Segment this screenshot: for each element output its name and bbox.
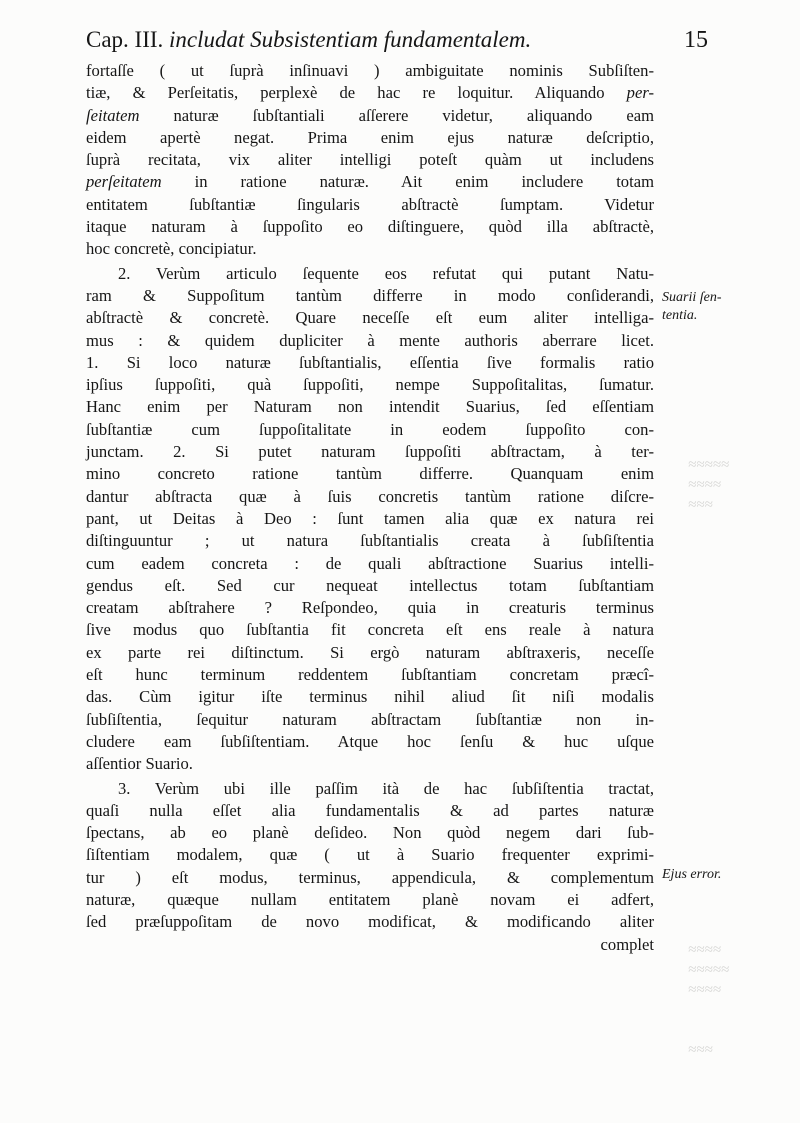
- text-line: [86, 911, 654, 933]
- bleed-through-marks: ≈≈≈≈≈ ≈≈≈≈ ≈≈≈: [688, 457, 730, 513]
- text-line: [86, 664, 654, 686]
- text-line: [86, 709, 654, 731]
- text-line: [86, 553, 654, 575]
- bleed-through-marks: ≈≈≈≈ ≈≈≈≈≈ ≈≈≈≈: [688, 942, 730, 998]
- page-header: [86, 25, 726, 57]
- text-line: [86, 285, 654, 307]
- text-line: [86, 822, 654, 844]
- text-run: hoc concretè, concipiatur.: [86, 239, 257, 259]
- text-run: abſtractè & concretè. Quare neceſſe eſt eum aliter intelliga-: [86, 308, 654, 328]
- text-run: dantur abſtracta quæ à ſuis concretis tantùm ratione diſcre-: [86, 486, 654, 506]
- text-line: [86, 597, 654, 619]
- text-run: ſubſtantiæ cum ſuppoſitalitate in eodem ſuppoſito con-: [86, 419, 654, 439]
- text-run: diſtinguuntur ; ut natura ſubſtantialis creata à ſubſiſtentia: [86, 531, 654, 551]
- text-line: [86, 419, 654, 441]
- text-line: [86, 82, 654, 104]
- text-line: [86, 508, 654, 530]
- italic-term: perſeitatem: [86, 172, 162, 192]
- text-line: [86, 307, 654, 329]
- text-line: [86, 149, 654, 171]
- text-run: ſubſiſtentia, ſequitur naturam abſtractam ſubſtantiæ non in-: [86, 709, 654, 729]
- text-line: [86, 463, 654, 485]
- text-run: eſt hunc terminum reddentem ſubſtantiam concretam præcî-: [86, 665, 654, 685]
- text-line: [86, 374, 654, 396]
- text-run: Hanc enim per Naturam non intendit Suarius, ſed eſſentiam: [86, 397, 654, 417]
- text-line: [86, 530, 654, 552]
- text-line: [86, 263, 654, 285]
- margin-note-ejus-error: [662, 866, 772, 884]
- text-run: cum eadem concreta : de quali abſtractione Suarius intelli-: [86, 553, 654, 573]
- catchword: [86, 934, 654, 956]
- text-line: [86, 238, 654, 260]
- margin-note-line: Ejus error.: [662, 867, 722, 882]
- text-line: [86, 867, 654, 889]
- text-line: [86, 800, 654, 822]
- text-run: entitatem ſubſtantiæ ſingularis abſtractè ſumptam. Videtur: [86, 194, 654, 214]
- text-run: creatam abſtrahere ? Reſpondeo, quia in creaturis terminus: [86, 598, 654, 618]
- text-run: complet: [600, 934, 654, 954]
- text-line: [86, 396, 654, 418]
- chapter-label: Cap. III.: [86, 27, 164, 52]
- italic-term: per-: [626, 83, 654, 103]
- text-line: [86, 194, 654, 216]
- text-line: [86, 171, 654, 193]
- text-line: [86, 105, 654, 127]
- text-line: [86, 686, 654, 708]
- text-run: mus : & quidem dupliciter à mente authoris aberrare licet.: [86, 330, 654, 350]
- text-run: ſive modus quo ſubſtantia fit concreta eſt ens reale à natura: [86, 620, 654, 640]
- text-run: in ratione naturæ. Ait enim includere totam: [161, 172, 654, 192]
- text-run: gendus eſt. Sed cur nequeat intellectus totam ſubſtantiam: [86, 575, 654, 595]
- running-title: includat Subsistentiam fundamentalem.: [169, 27, 532, 52]
- running-head: [86, 25, 531, 55]
- body-text: [86, 60, 654, 956]
- text-run: tur ) eſt modus, terminus, appendicula, & complementum: [86, 867, 654, 887]
- text-run: 1. Si loco naturæ ſubſtantialis, eſſentia ſive formalis ratio: [86, 352, 654, 372]
- text-run: 3. Verùm ubi ille paſſim ità de hac ſubſiſtentia tractat,: [118, 778, 654, 798]
- text-run: das. Cùm igitur iſte terminus nihil aliud ſit niſi modalis: [86, 687, 654, 707]
- text-run: fortaſſe ( ut ſuprà inſinuavi ) ambiguitate nominis Subſiſten-: [86, 61, 654, 80]
- text-line: [86, 753, 654, 775]
- margin-note-suarii-sententia: [662, 289, 772, 325]
- text-run: cludere eam ſubſiſtentiam. Atque hoc ſenſu & huc uſque: [86, 731, 654, 751]
- text-run: naturæ, quæque nullam entitatem planè novam ei adfert,: [86, 889, 654, 909]
- text-run: mino concreto ratione tantùm differre. Quanquam enim: [86, 464, 654, 484]
- margin-note-line: Suarii ſen-: [662, 290, 722, 305]
- text-run: ex parte rei diſtinctum. Si ergò naturam abſtraxeris, neceſſe: [86, 642, 654, 662]
- text-line: [86, 330, 654, 352]
- text-line: [86, 844, 654, 866]
- text-run: ſiſtentiam modalem, quæ ( ut à Suario frequenter exprimi-: [86, 845, 654, 865]
- text-line: [86, 352, 654, 374]
- page-number: 15: [684, 27, 708, 53]
- text-run: itaque naturam à ſuppoſito eo diſtinguere, quòd illa abſtractè,: [86, 217, 654, 237]
- italic-term: ſeitatem: [86, 105, 140, 125]
- text-run: ſpectans, ab eo planè deſideo. Non quòd negem dari ſub-: [86, 823, 654, 843]
- text-line: [86, 778, 654, 800]
- text-run: aſſentior Suario.: [86, 754, 193, 774]
- text-run: junctam. 2. Si putet naturam ſuppoſiti abſtractam, à ter-: [86, 442, 654, 462]
- text-line: [86, 619, 654, 641]
- text-line: [86, 216, 654, 238]
- text-run: ſed præſuppoſitam de novo modificat, & modificando aliter: [86, 912, 654, 932]
- text-line: [86, 60, 654, 82]
- text-run: ram & Suppoſitum tantùm differre in modo conſiderandi,: [86, 285, 654, 305]
- text-run: naturæ ſubſtantiali aſſerere videtur, aliquando eam: [139, 105, 654, 125]
- text-line: [86, 731, 654, 753]
- margin-note-line: tentia.: [662, 308, 698, 323]
- text-run: quaſi nulla eſſet alia fundamentalis & ad partes naturæ: [86, 800, 654, 820]
- text-line: [86, 575, 654, 597]
- text-line: [86, 486, 654, 508]
- text-run: ipſius ſuppoſiti, quà ſuppoſiti, nempe Suppoſitalitas, ſumatur.: [86, 375, 654, 395]
- text-run: pant, ut Deitas à Deo : ſunt tamen alia quæ ex natura rei: [86, 508, 654, 528]
- text-run: eidem apertè negat. Prima enim ejus naturæ deſcriptio,: [86, 127, 654, 147]
- text-line: [86, 441, 654, 463]
- bleed-through-marks: ≈≈≈: [688, 1042, 713, 1058]
- text-line: [86, 889, 654, 911]
- text-line: [86, 127, 654, 149]
- text-run: 2. Verùm articulo ſequente eos refutat qui putant Natu-: [118, 263, 654, 283]
- text-line: [86, 642, 654, 664]
- text-run: ſuprà recitata, vix aliter intelligi poteſt quàm ut includens: [86, 150, 654, 170]
- text-run: tiæ, & Perſeitatis, perplexè de hac re loquitur. Aliquando: [86, 83, 627, 103]
